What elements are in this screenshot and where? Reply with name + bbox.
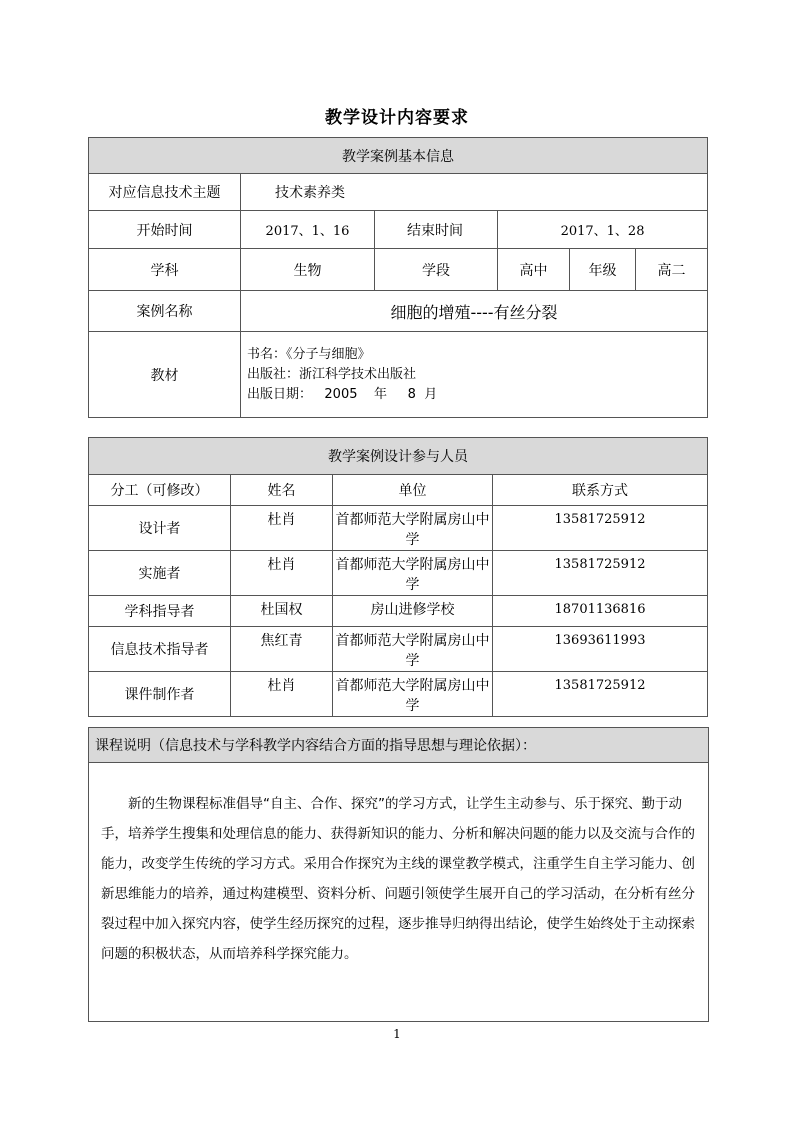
- column-role: 分工（可修改）: [89, 475, 231, 506]
- column-unit: 单位: [333, 475, 493, 506]
- grade-value: 高二: [636, 249, 708, 291]
- participant-unit: 首都师范大学附属房山中学: [333, 627, 493, 672]
- textbook-publisher: 出版社：浙江科学技术出版社: [247, 366, 417, 382]
- table-row: [89, 596, 708, 627]
- participant-role: 信息技术指导者: [89, 627, 231, 672]
- participant-phone: 13581725912: [493, 551, 708, 596]
- end-time-label: 结束时间: [375, 211, 498, 249]
- table-row: [89, 627, 708, 672]
- participant-name: 焦红青: [231, 627, 333, 672]
- participant-phone: 18701136816: [493, 596, 708, 627]
- page-number: 1: [393, 1027, 401, 1041]
- stage-label: 学段: [375, 249, 498, 291]
- participant-role: 实施者: [89, 551, 231, 596]
- column-name: 姓名: [231, 475, 333, 506]
- stage-value: 高中: [498, 249, 570, 291]
- participants-table: [88, 437, 708, 717]
- participant-role: 设计者: [89, 506, 231, 551]
- document-title: 教学设计内容要求: [325, 108, 469, 128]
- table-row: [89, 551, 708, 596]
- case-name-label: 案例名称: [89, 291, 241, 332]
- participant-phone: 13581725912: [493, 506, 708, 551]
- participant-name: 杜肖: [231, 551, 333, 596]
- table-row: [89, 506, 708, 551]
- table-row: [89, 672, 708, 717]
- basic-info-table: [88, 137, 708, 418]
- textbook-label: 教材: [89, 332, 241, 418]
- end-time-value: 2017、1、28: [498, 211, 708, 249]
- start-time-value: 2017、1、16: [241, 211, 375, 249]
- participants-header: 教学案例设计参与人员: [89, 438, 708, 475]
- textbook-book-name: 书名：《分子与细胞》: [247, 346, 371, 362]
- participant-unit: 首都师范大学附属房山中学: [333, 672, 493, 717]
- participant-name: 杜国权: [231, 596, 333, 627]
- participant-unit: 首都师范大学附属房山中学: [333, 551, 493, 596]
- textbook-info: [241, 332, 708, 418]
- participant-phone: 13693611993: [493, 627, 708, 672]
- participant-role: 学科指导者: [89, 596, 231, 627]
- course-description-table: [88, 727, 709, 1022]
- course-description-body: 新的生物课程标准倡导“自主、合作、探究”的学习方式，让学生主动参与、乐于探究、勤于动手，培养学生搜集和处理信息的能力、获得新知识的能力、分析和解决问题的能力以及交流与合作的能力，改变学生传统的学习方式。采用合作探究为主线的课堂教学模式，注重学生自主学习能力、创新思维能力的培养，通过构建模型、资料分析、问题引领使学生展开自己的学习活动，在分析有丝分裂过程中加入探究内容，使学生经历探究的过程，逐步推导归纳得出结论，使学生始终处于主动探索问题的积极状态，从而培养科学探究能力。: [89, 763, 709, 1022]
- column-contact: 联系方式: [493, 475, 708, 506]
- participant-name: 杜肖: [231, 506, 333, 551]
- case-name-value: 细胞的增殖----有丝分裂: [241, 291, 708, 332]
- start-time-label: 开始时间: [89, 211, 241, 249]
- grade-label: 年级: [570, 249, 636, 291]
- topic-label: 对应信息技术主题: [89, 174, 241, 211]
- course-description-header: 课程说明（信息技术与学科教学内容结合方面的指导思想与理论依据）：: [89, 728, 709, 763]
- participant-unit: 首都师范大学附属房山中学: [333, 506, 493, 551]
- subject-label: 学科: [89, 249, 241, 291]
- subject-value: 生物: [241, 249, 375, 291]
- topic-value: 技术素养类: [241, 174, 708, 211]
- basic-info-header: 教学案例基本信息: [89, 138, 708, 174]
- participant-name: 杜肖: [231, 672, 333, 717]
- participant-unit: 房山进修学校: [333, 596, 493, 627]
- participant-phone: 13581725912: [493, 672, 708, 717]
- textbook-publish-date: 出版日期： 2005 年 8 月: [247, 386, 438, 402]
- participant-role: 课件制作者: [89, 672, 231, 717]
